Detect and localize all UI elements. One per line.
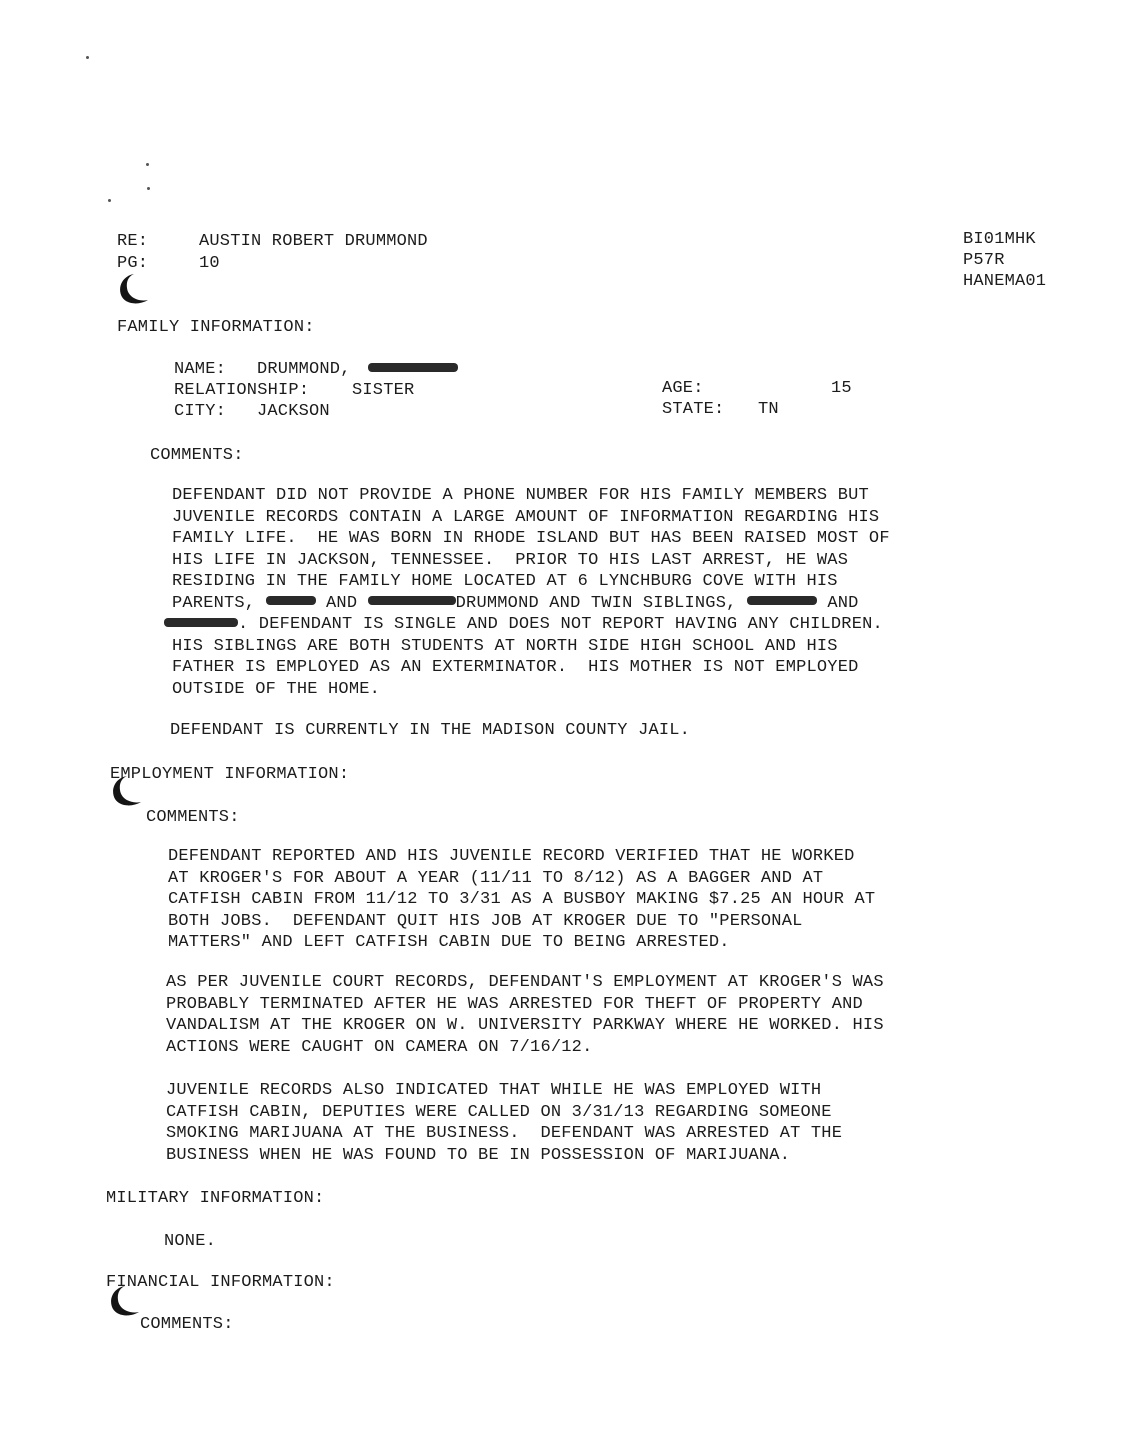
redaction-bar [368, 596, 456, 605]
re-label: RE: [117, 232, 149, 251]
paragraph-line: BUSINESS WHEN HE WAS FOUND TO BE IN POSSESSION OF MARIJUANA. [166, 1145, 791, 1165]
family-relationship-label: RELATIONSHIP: [174, 381, 310, 400]
pg-value: 10 [199, 254, 220, 273]
family-city-value: JACKSON [257, 402, 330, 421]
paragraph-line: AT KROGER'S FOR ABOUT A YEAR (11/11 TO 8/12) AS A BAGGER AND AT [168, 868, 824, 888]
family-age-value: 15 [831, 379, 852, 398]
paragraph-line: FATHER IS EMPLOYED AS AN EXTERMINATOR. HIS MOTHER IS NOT EMPLOYED [172, 658, 859, 677]
scan-speck [108, 199, 111, 202]
family-heading: FAMILY INFORMATION: [117, 318, 315, 337]
line-text: AND [326, 593, 358, 613]
paragraph-line: BOTH JOBS. DEFENDANT QUIT HIS JOB AT KROGER DUE TO "PERSONAL [168, 911, 803, 931]
paragraph-line: OUTSIDE OF THE HOME. [172, 679, 381, 699]
family-relationship-value: SISTER [352, 381, 415, 400]
family-age-label: AGE: [662, 379, 704, 398]
paragraph-line: FAMILY LIFE. HE WAS BORN IN RHODE ISLAND BUT HAS BEEN RAISED MOST OF [172, 529, 890, 548]
paragraph-line: JUVENILE RECORDS CONTAIN A LARGE AMOUNT OF INFORMATION REGARDING HIS [172, 507, 880, 527]
financial-comments-label: COMMENTS: [140, 1315, 234, 1334]
employment-paragraph-2 [166, 972, 884, 1058]
scan-speck [86, 56, 89, 59]
employment-paragraph-3 [166, 1080, 842, 1166]
paragraph-line: AS PER JUVENILE COURT RECORDS, DEFENDANT'S EMPLOYMENT AT KROGER'S WAS [166, 973, 884, 992]
paragraph-line: SMOKING MARIJUANA AT THE BUSINESS. DEFENDANT WAS ARRESTED AT THE [166, 1124, 843, 1143]
scan-speck [146, 163, 149, 166]
family-name-label: NAME: [174, 360, 227, 379]
paragraph-line: DEFENDANT REPORTED AND HIS JUVENILE RECORD VERIFIED THAT HE WORKED [168, 847, 855, 866]
paragraph-line: PROBABLY TERMINATED AFTER HE WAS ARRESTED FOR THEFT OF PROPERTY AND [166, 994, 863, 1014]
paragraph-line: ACTIONS WERE CAUGHT ON CAMERA ON 7/16/12. [166, 1037, 593, 1057]
line-text: AND [827, 593, 859, 613]
paragraph-line: RESIDING IN THE FAMILY HOME LOCATED AT 6 LYNCHBURG COVE WITH HIS [172, 572, 838, 591]
binder-hole-mark [114, 272, 150, 306]
paragraph-line: CATFISH CABIN FROM 11/12 TO 3/31 AS A BUSBOY MAKING $7.25 AN HOUR AT [168, 890, 876, 909]
paragraph-line: HIS LIFE IN JACKSON, TENNESSEE. PRIOR TO HIS LAST ARREST, HE WAS [172, 550, 849, 570]
pg-label: PG: [117, 254, 149, 273]
paragraph-line: CATFISH CABIN, DEPUTIES WERE CALLED ON 3/31/13 REGARDING SOMEONE [166, 1102, 832, 1122]
scan-speck [147, 187, 150, 190]
family-city-label: CITY: [174, 402, 227, 421]
paragraph-line: VANDALISM AT THE KROGER ON W. UNIVERSITY PARKWAY WHERE HE WORKED. HIS [166, 1016, 884, 1035]
family-comments-label: COMMENTS: [150, 446, 244, 465]
employment-paragraph-1 [168, 846, 875, 954]
paragraph-line: HIS SIBLINGS ARE BOTH STUDENTS AT NORTH SIDE HIGH SCHOOL AND HIS [172, 636, 838, 656]
header-code-2: P57R [963, 251, 1005, 270]
military-value: NONE. [164, 1232, 217, 1251]
employment-comments-label: COMMENTS: [146, 808, 240, 827]
line-text: DRUMMOND AND TWIN SIBLINGS, [455, 593, 737, 613]
military-heading: MILITARY INFORMATION: [106, 1189, 325, 1208]
paragraph-line-redacted [164, 614, 890, 636]
paragraph-line-redacted [172, 593, 890, 615]
employment-heading: EMPLOYMENT INFORMATION: [110, 765, 350, 784]
binder-hole-mark [107, 774, 143, 808]
family-jail-statement: DEFENDANT IS CURRENTLY IN THE MADISON COUNTY JAIL. [170, 721, 691, 740]
family-state-label: STATE: [662, 400, 725, 419]
family-comments-paragraph [172, 485, 890, 700]
line-text: PARENTS, [172, 593, 256, 613]
paragraph-line: MATTERS" AND LEFT CATFISH CABIN DUE TO BEING ARRESTED. [168, 933, 730, 952]
redaction-bar [266, 596, 316, 605]
header-code-3: HANEMA01 [963, 272, 1047, 291]
financial-heading: FINANCIAL INFORMATION: [106, 1273, 335, 1292]
binder-hole-mark [105, 1284, 141, 1318]
paragraph-line: JUVENILE RECORDS ALSO INDICATED THAT WHILE HE WAS EMPLOYED WITH [166, 1081, 822, 1100]
family-state-value: TN [758, 400, 779, 419]
redaction-bar [164, 618, 238, 627]
redaction-bar [368, 363, 458, 372]
header-code-1: BI01MHK [963, 230, 1036, 249]
paragraph-line: DEFENDANT DID NOT PROVIDE A PHONE NUMBER FOR HIS FAMILY MEMBERS BUT [172, 486, 869, 505]
re-value: AUSTIN ROBERT DRUMMOND [199, 232, 428, 251]
redaction-bar [747, 596, 817, 605]
line-text: . DEFENDANT IS SINGLE AND DOES NOT REPORT HAVING ANY CHILDREN. [238, 615, 883, 634]
family-name-value: DRUMMOND, [257, 360, 351, 379]
